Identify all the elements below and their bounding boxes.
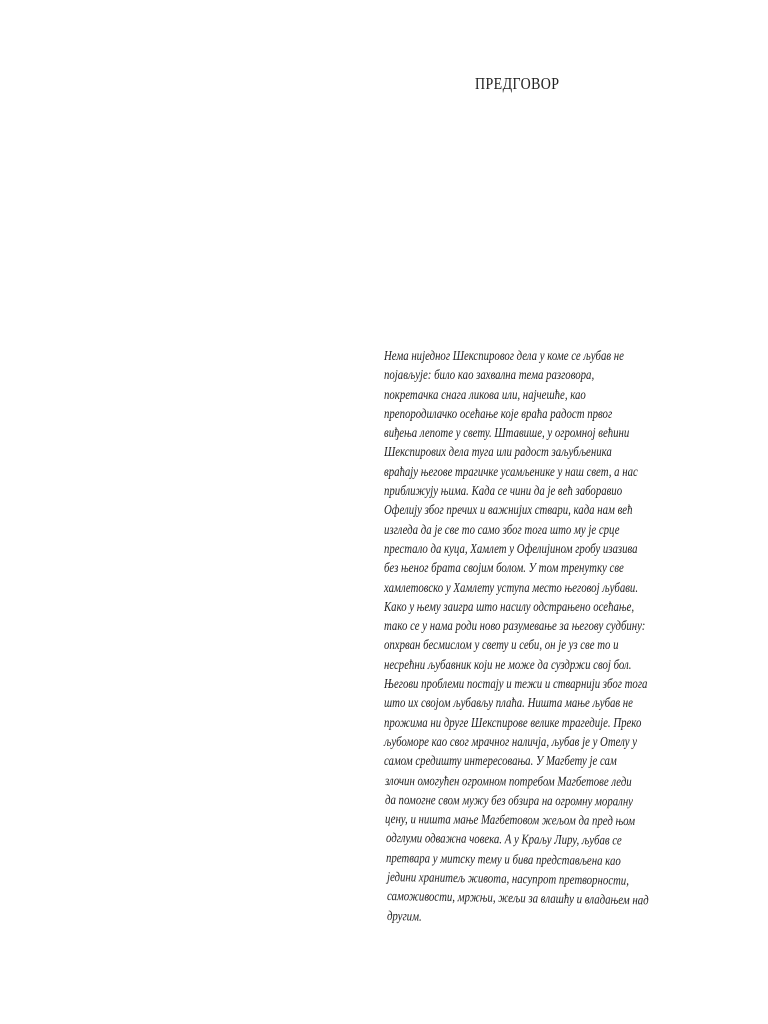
paragraph-line: цену, и ништа мање Магбетовом жељом да пред њом	[385, 811, 636, 829]
paragraph-line: прожима ни друге Шекспирове велике трагедије. Преко	[384, 714, 642, 730]
paragraph-line: хамлетовско у Хамлету уступа место његовој љубави.	[384, 579, 639, 595]
paragraph-line: без њеног брата својим болом. У том тренутку све	[384, 560, 624, 576]
paragraph-line: несрећни љубавник који не може да суздржи свој бол.	[384, 656, 632, 672]
paragraph-line: Офелију због пречих и важнијих ствари, када нам већ	[384, 502, 633, 518]
paragraph-line: Његови проблеми постају и тежи и стварнији због тога	[384, 676, 648, 692]
paragraph-line: виђења лепоте у свету. Штавише, у огромној већини	[384, 425, 630, 441]
paragraph-line: претвара у митску тему и бива представљена као	[386, 849, 622, 868]
paragraph-line: Како у њему заигра што насилу одстрањено осећање,	[384, 598, 635, 614]
paragraph-line: злочин омогућен огромном потребом Магбетове леди	[384, 772, 632, 789]
paragraph-line: Нема ниједног Шекспировог дела у коме се љубав не	[384, 348, 624, 363]
paragraph-line: опхрван бесмислом у свету и себи, он је уз све то и	[384, 637, 619, 653]
paragraph-line: да помогне свом мужу без обзира на огромну моралну	[384, 791, 634, 809]
paragraph-line: изгледа да је све то само због тога што му је срце	[384, 521, 620, 537]
paragraph-line: појављује: било као захвална тема разговора,	[384, 367, 595, 383]
paragraph-line: одглуми одважна човека. А у Краљу Лиру, љубав се	[385, 830, 622, 848]
paragraph-line: једини хранитељ живота, насупрот претворности,	[386, 869, 629, 888]
body-paragraph	[384, 346, 684, 925]
page-title: ПРЕДГОВОР	[475, 74, 560, 93]
paragraph-line: самом средишту интересовања. У Магбету је сам	[384, 753, 617, 769]
paragraph-line: љубоморе као свог мрачног наличја, љубав је у Отелу у	[384, 733, 638, 749]
paragraph-line: престало да куца, Хамлет у Офелијином гробу изазива	[384, 540, 638, 556]
paragraph-line: покретачка снага ликова или, најчешће, као	[384, 386, 586, 402]
paragraph-line: Шекспирових дела туга или радост заљубљеника	[384, 444, 612, 460]
paragraph-line: враћају његове трагичке усамљенике у наш свет, а нас	[384, 463, 638, 479]
paragraph-line: тако се у нама роди ново разумевање за његову судбину:	[384, 618, 646, 634]
paragraph-line: приближују њима. Када се чини да је већ заборавио	[384, 483, 623, 499]
paragraph-line: саможивости, мржњи, жељи за влашћу и владањем над	[386, 888, 649, 908]
paragraph-line: што их својом љубављу плаћа. Ништа мање љубав не	[384, 695, 633, 711]
paragraph-line: другим.	[387, 907, 422, 924]
paragraph-line: препородилачко осећање које враћа радост првог	[384, 405, 613, 421]
